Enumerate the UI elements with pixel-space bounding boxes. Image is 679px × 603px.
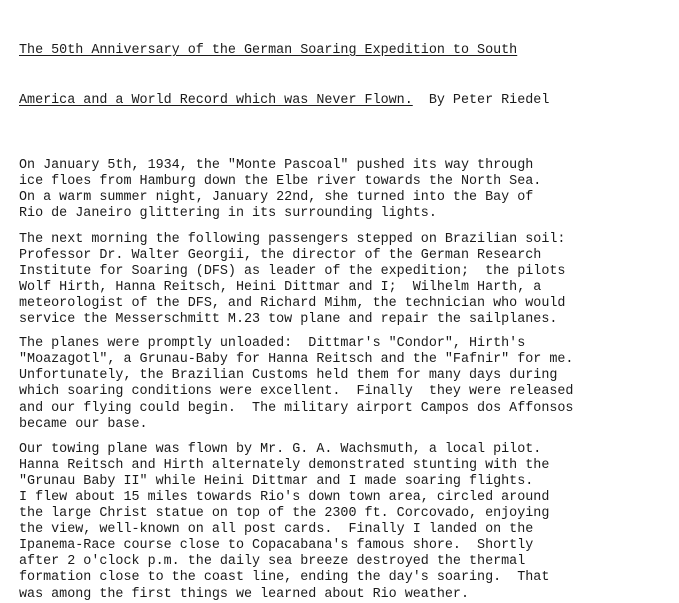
text-line: service the Messerschmitt M.23 tow plane and repair the sailplanes. bbox=[19, 312, 558, 328]
text-line: and our flying could begin. The military airport Campos dos Affonsos bbox=[19, 400, 574, 416]
text-line: Institute for Soaring (DFS) as leader of the expedition; the pilots bbox=[19, 263, 566, 279]
text-line: "Grunau Baby II" while Heini Dittmar and I made soaring flights. bbox=[19, 473, 534, 489]
text-line: became our base. bbox=[19, 416, 148, 432]
title-line-1-text: The 50th Anniversary of the German Soaring Expedition to South bbox=[19, 43, 518, 58]
text-line: which soaring conditions were excellent. Finally they were released bbox=[19, 384, 574, 400]
text-line: On a warm summer night, January 22nd, she turned into the Bay of bbox=[19, 190, 534, 206]
text-line: Our towing plane was flown by Mr. G. A. Wachsmuth, a local pilot. bbox=[19, 441, 542, 457]
text-line: meteorologist of the DFS, and Richard Mihm, the technician who would bbox=[19, 295, 566, 311]
text-line: Ipanema-Race course close to Copacabana's famous shore. Shortly bbox=[19, 538, 534, 554]
text-line: formation close to the coast line, ending the day's soaring. That bbox=[19, 570, 550, 586]
text-line: Wolf Hirth, Hanna Reitsch, Heini Dittmar and I; Wilhelm Harth, a bbox=[19, 279, 542, 295]
paragraph-4 bbox=[19, 442, 674, 603]
paragraph-3 bbox=[19, 336, 674, 433]
text-line: was among the first things we learned about Rio weather. bbox=[19, 586, 469, 602]
text-line: after 2 o'clock p.m. the daily sea breeze destroyed the thermal bbox=[19, 554, 526, 570]
text-line: I flew about 15 miles towards Rio's down town area, circled around bbox=[19, 489, 550, 505]
text-line: "Moazagotl", a Grunau-Baby for Hanna Reitsch and the "Fafnir" for me. bbox=[19, 352, 574, 368]
text-line: The next morning the following passengers stepped on Brazilian soil: bbox=[19, 231, 566, 247]
title-line-2-text: America and a World Record which was Never Flown. bbox=[19, 93, 413, 109]
byline: By Peter Riedel bbox=[412, 93, 550, 109]
paragraph-1 bbox=[19, 158, 674, 222]
text-line: Professor Dr. Walter Georgii, the director of the German Research bbox=[19, 247, 542, 263]
text-line: the view, well-known on all post cards. Finally I landed on the bbox=[19, 522, 534, 538]
text-line: The planes were promptly unloaded: Dittmar's "Condor", Hirth's bbox=[19, 336, 526, 352]
text-line: the large Christ statue on top of the 2300 ft. Corcovado, enjoying bbox=[19, 506, 550, 522]
typed-document-page bbox=[19, 8, 674, 603]
article-title bbox=[19, 8, 674, 142]
text-line: On January 5th, 1934, the "Monte Pascoal" pushed its way through bbox=[19, 158, 534, 174]
text-line: ice floes from Hamburg down the Elbe river towards the North Sea. bbox=[19, 174, 542, 190]
title-line-1 bbox=[19, 42, 674, 58]
text-line: Rio de Janeiro glittering in its surrounding lights. bbox=[19, 206, 437, 222]
text-line: Unfortunately, the Brazilian Customs held them for many days during bbox=[19, 368, 558, 384]
text-line: Hanna Reitsch and Hirth alternately demonstrated stunting with the bbox=[19, 457, 550, 473]
title-line-2 bbox=[19, 92, 674, 108]
paragraph-2 bbox=[19, 232, 674, 329]
